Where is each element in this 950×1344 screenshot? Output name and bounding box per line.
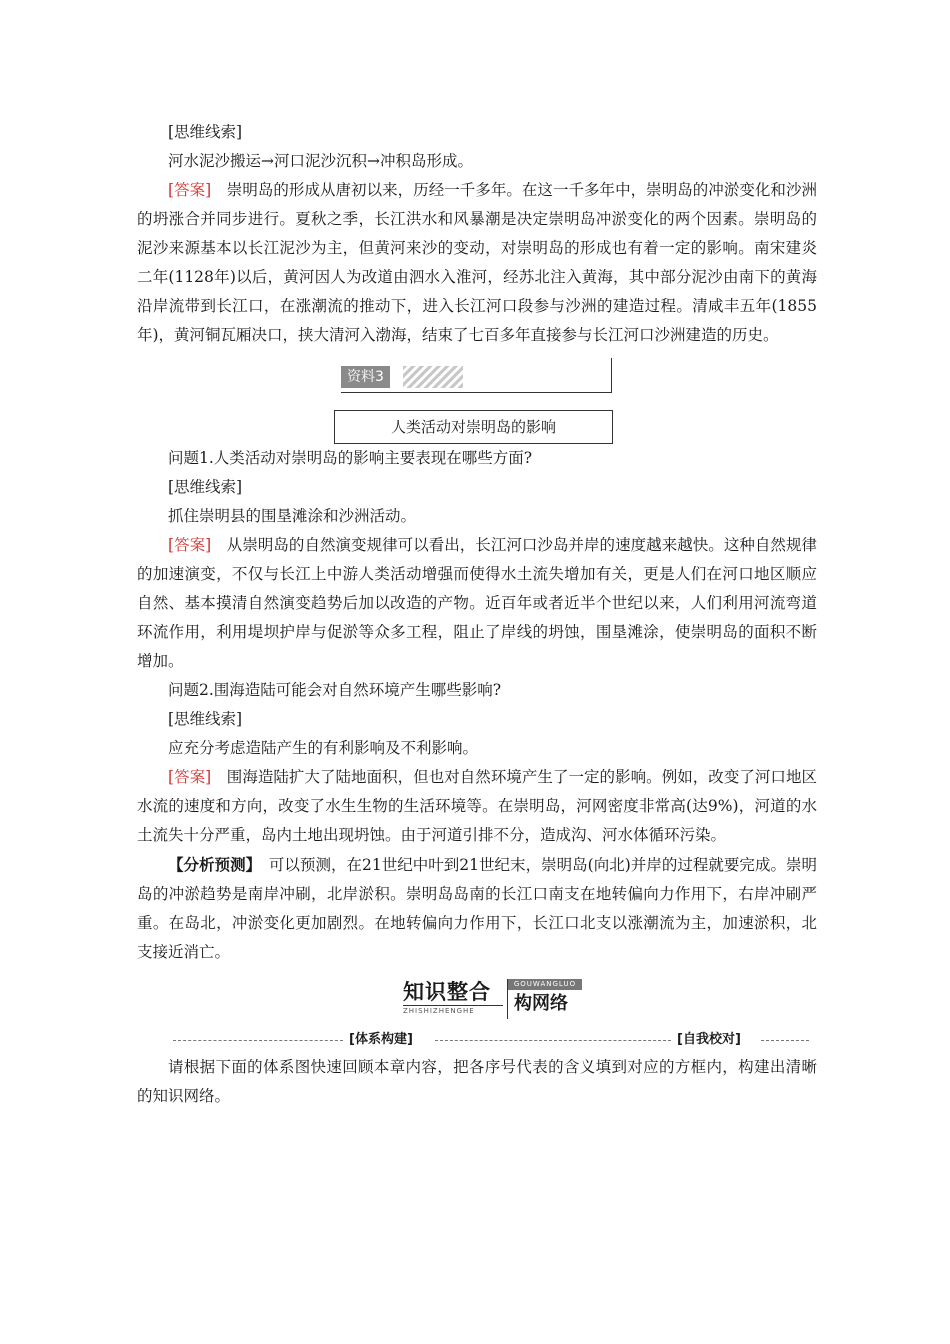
resource-divider <box>341 392 612 393</box>
answer-label: [答案] <box>168 768 212 786</box>
clue-label-2: [思维线索] <box>168 478 243 496</box>
clue-text-2: 抓住崇明县的围垦滩涂和沙洲活动。 <box>168 507 417 525</box>
resource-title: 人类活动对崇明岛的影响 <box>334 410 613 444</box>
analysis-label: 【分析预测】 <box>168 855 254 874</box>
self-check-tag: [自我校对] <box>677 1032 741 1047</box>
analysis-paragraph <box>137 850 817 967</box>
closing-paragraph: 请根据下面的体系图快速回顾本章内容，把各序号代表的含义填到对应的方框内，构建出清晰的知识网络。 <box>137 1058 817 1105</box>
clue-text-1: 河水泥沙搬运→河口泥沙沉积→冲积岛形成。 <box>168 152 473 170</box>
banner-subtitle: 构网络 <box>514 993 568 1014</box>
banner-title: 知识整合 <box>403 980 491 1004</box>
resource-box <box>334 358 612 444</box>
section-divider <box>137 1027 817 1053</box>
stripe-decoration <box>403 366 463 388</box>
answer-label: [答案] <box>168 181 212 199</box>
clue-text-3: 应充分考虑造陆产生的有利影响及不利影响。 <box>168 739 479 757</box>
section-banner <box>137 979 817 1023</box>
dashed-line <box>173 1040 343 1041</box>
page-content <box>137 118 817 1111</box>
clue-label-1: [思维线索] <box>168 123 243 141</box>
banner-pinyin: ZHISHIZHENGHE <box>403 1005 503 1016</box>
banner-left <box>403 979 503 1019</box>
answer-paragraph-2 <box>137 531 817 676</box>
question-2: 问题2.围海造陆可能会对自然环境产生哪些影响? <box>168 681 502 699</box>
answer-paragraph-1 <box>137 176 817 350</box>
banner-en: GOUWANGLUO <box>508 979 582 990</box>
dashed-line <box>435 1040 671 1041</box>
question-1: 问题1.人类活动对崇明岛的影响主要表现在哪些方面? <box>168 449 533 467</box>
answer-label: [答案] <box>168 536 212 554</box>
dashed-line <box>761 1040 809 1041</box>
answer-text-2: 从崇明岛的自然演变规律可以看出，长江河口沙岛并岸的速度越来越快。这种自然规律的加速演变，不仅与长江上中游人类活动增强而使得水土流失增加有关，更是人们在河口地区顺应自然、基本摸清自然演变趋势后加以改造的产物。近百年或者近半个世纪以来，人们利用河流弯道环流作用，利用堤坝护岸与促淤等众多工程，阻止了岸线的坍蚀，围垦滩涂，使崇明岛的面积不断增加。 <box>137 536 817 670</box>
resource-tag: 资料3 <box>341 366 390 388</box>
answer-text-1: 崇明岛的形成从唐初以来，历经一千多年。在这一千多年中，崇明岛的冲淤变化和沙洲的坍涨合并同步进行。夏秋之季，长江洪水和风暴潮是决定崇明岛冲淤变化的两个因素。崇明岛的泥沙来源基本以长江泥沙为主，但黄河来沙的变动，对崇明岛的形成也有着一定的影响。南宋建炎二年(1128年)以后，黄河因人为改道由泗水入淮河，经苏北注入黄海，其中部分泥沙由南下的黄海沿岸流带到长江口，在涨潮流的推动下，进入长江河口段参与沙洲的建造过程。清咸丰五年(1855年)，黄河铜瓦厢决口，挟大清河入渤海，结束了七百多年直接参与长江河口沙洲建造的历史。 <box>137 181 817 344</box>
answer-text-3: 围海造陆扩大了陆地面积，但也对自然环境产生了一定的影响。例如，改变了河口地区水流的速度和方向，改变了水生生物的生活环境等。在崇明岛，河网密度非常高(达9%)，河道的水土流失十分严重，岛内土地出现坍蚀。由于河道引排不分，造成沟、河水体循环污染。 <box>137 768 817 844</box>
analysis-text: 可以预测，在21世纪中叶到21世纪末，崇明岛(向北)并岸的过程就要完成。崇明岛的冲淤趋势是南岸冲刷，北岸淤积。崇明岛岛南的长江口南支在地转偏向力作用下，右岸冲刷严重。在岛北，冲淤变化更加剧烈。在地转偏向力作用下，长江口北支以涨潮流为主，加速淤积，北支接近消亡。 <box>137 856 817 961</box>
resource-header <box>341 358 612 392</box>
answer-paragraph-3 <box>137 763 817 850</box>
clue-label-3: [思维线索] <box>168 710 243 728</box>
system-build-tag: [体系构建] <box>349 1032 413 1047</box>
banner-right <box>507 979 582 1019</box>
